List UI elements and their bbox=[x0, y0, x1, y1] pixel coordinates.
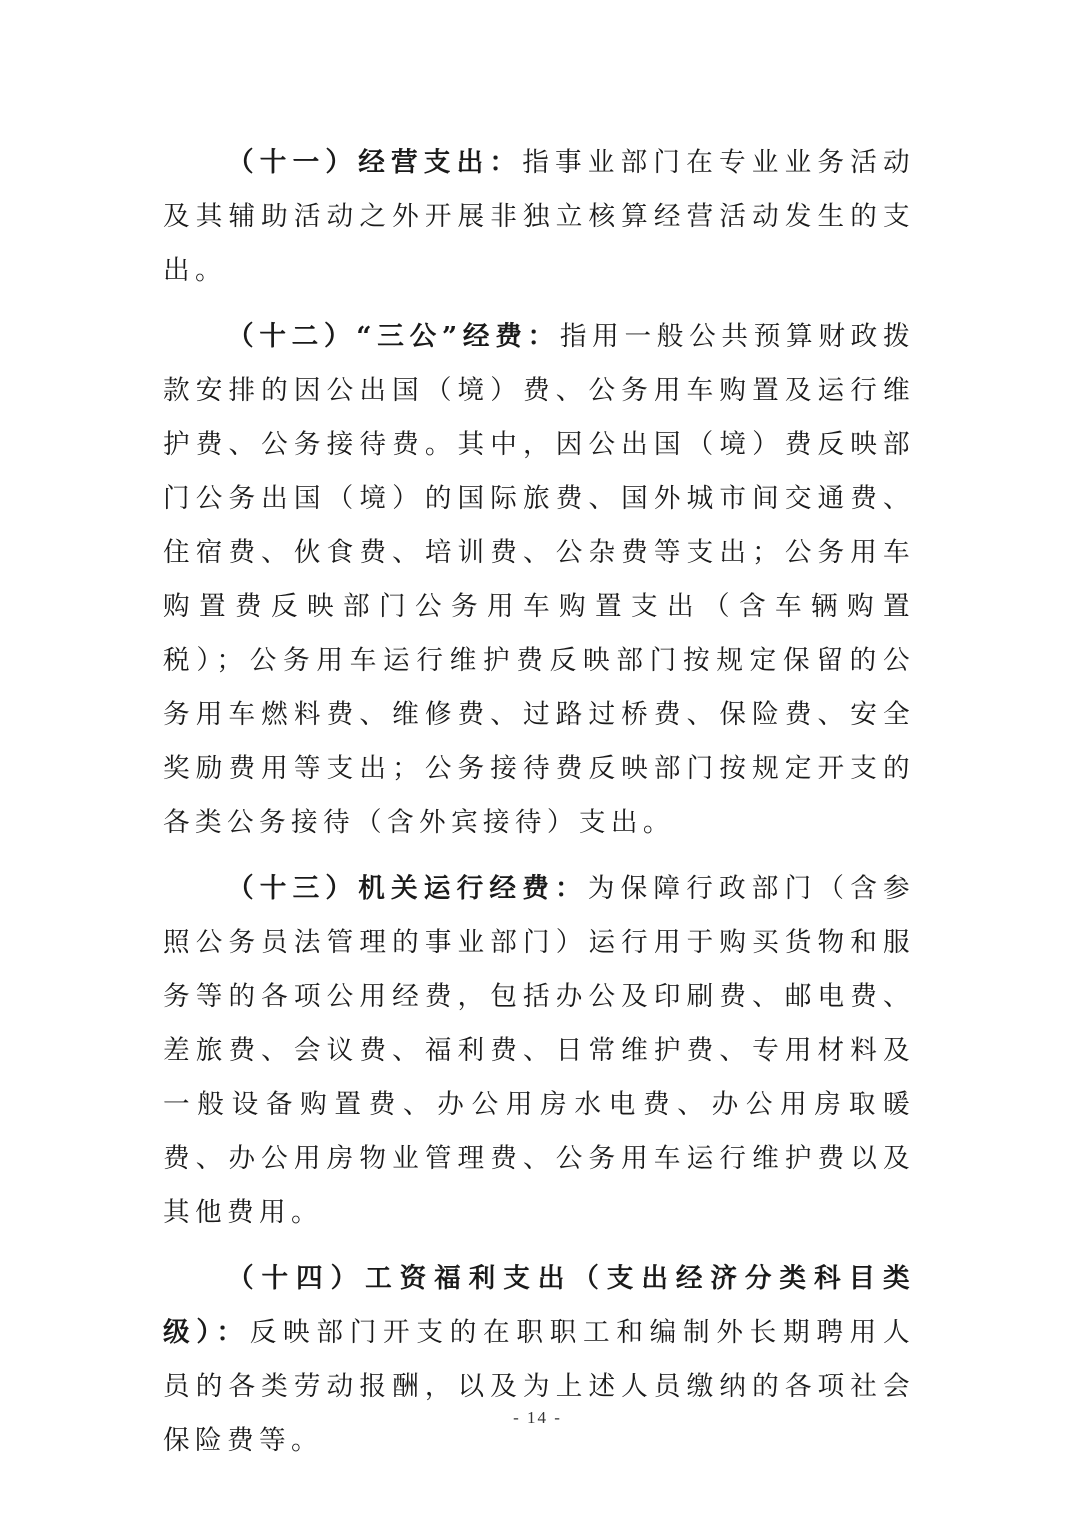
term-agency-operating-funds: （十三）机关运行经费： bbox=[227, 873, 588, 904]
term-wages-welfare: （十四）工资福利支出（支出经济分类科目类级）： bbox=[163, 1263, 915, 1348]
definition-wages-welfare: 反映部门开支的在职职工和编制外长期聘用人员的各类劳动报酬，以及为上述人员缴纳的各项社会保险费等。 bbox=[163, 1317, 916, 1456]
term-three-public-expenses: （十二）“三公”经费： bbox=[227, 321, 560, 352]
term-operating-expenditure: （十一）经营支出： bbox=[227, 147, 523, 178]
page-number: - 14 - bbox=[513, 1408, 562, 1427]
definition-operating-expenditure: 指事业部门在专业业务活动及其辅助活动之外开展非独立核算经营活动发生的支出。 bbox=[163, 147, 915, 286]
paragraph-agency-operating-funds bbox=[163, 862, 915, 1240]
paragraph-operating-expenditure bbox=[163, 136, 915, 298]
definition-three-public-expenses: 指用一般公共预算财政拨款安排的因公出国（境）费、公务用车购置及运行维护费、公务接待费。其中，因公出国（境）费反映部门公务出国（境）的国际旅费、国外城市间交通费、住宿费、伙食费、培训费、公杂费等支出；公务用车购置费反映部门公务用车购置支出（含车辆购置税）；公务用车运行维护费反映部门按规定保留的公务用车燃料费、维修费、过路过桥费、保险费、安全奖励费用等支出；公务接待费反映部门按规定开支的各类公务接待（含外宾接待）支出。 bbox=[163, 321, 915, 838]
document-body bbox=[163, 136, 915, 1468]
definition-agency-operating-funds: 为保障行政部门（含参照公务员法管理的事业部门）运行用于购买货物和服务等的各项公用经费，包括办公及印刷费、邮电费、差旅费、会议费、福利费、日常维护费、专用材料及一般设备购置费、办公用房水电费、办公用房取暖费、办公用房物业管理费、公务用车运行维护费以及其他费用。 bbox=[163, 873, 916, 1228]
paragraph-wages-welfare bbox=[163, 1252, 915, 1468]
paragraph-three-public-expenses bbox=[163, 310, 915, 850]
